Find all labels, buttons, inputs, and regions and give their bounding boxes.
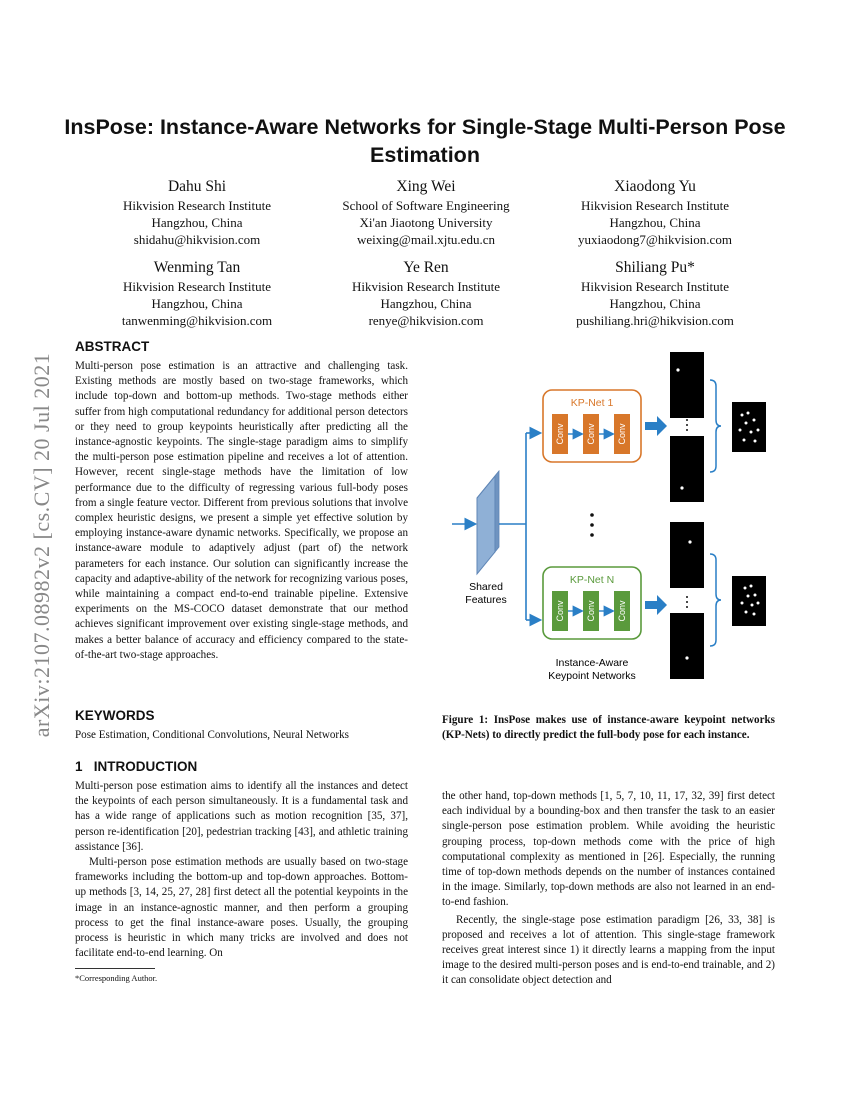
body-paragraph: Recently, the single-stage pose estimation paradigm [26, 33, 38] is proposed and receives a lot of attention. This single-stage framework receives great interest since 1) it directly learns a mapping from the input image to the desired multi-person poses and is end-to-end trainable, and 2) it can consolidate object detection and [442,913,775,987]
ellipsis-dot [590,533,594,537]
ellipsis-dot [686,606,688,608]
shared-features-label: Shared [469,581,503,593]
intro-section [75,758,408,961]
author-name: Shiliang Pu* [615,259,695,276]
keypoint-dot [685,656,688,659]
author-affiliation: Hikvision Research Institute [580,198,730,213]
author-name: Ye Ren [403,259,449,276]
instance-aware-label: Keypoint Networks [548,670,636,682]
author-email: weixing@mail.xjtu.edu.cn [357,232,495,247]
keypoint-dot [676,368,679,371]
conv-label: Conv [555,600,565,622]
arxiv-id: arXiv:2107.08982v2 [cs.CV] 20 Jul 2021 [29,352,54,738]
combined-heatmap [732,402,766,452]
author-location: Hangzhou, China [380,296,472,311]
author-affiliation: Hikvision Research Institute [580,279,730,294]
ellipsis-dot [686,596,688,598]
kp-net-1-label: KP-Net 1 [570,397,614,409]
shared-features-slab-side [495,471,499,552]
ellipsis-dot [686,429,688,431]
instance-aware-label: Instance-Aware [555,657,629,669]
kp-net-n-label: KP-Net N [569,574,615,586]
author-name: Xiaodong Yu [614,178,696,195]
keypoint-dot [688,540,691,543]
author-location: Hangzhou, China [151,215,243,230]
author-location: Hangzhou, China [609,215,701,230]
ellipsis-dot [590,513,594,517]
conv-label: Conv [617,423,627,445]
right-column [442,789,775,989]
author-affiliation: Hikvision Research Institute [351,279,501,294]
output-arrow [645,416,667,436]
arxiv-sidebar [22,300,62,790]
heatmap-tile [670,352,704,418]
author-block [301,258,551,329]
author-name: Wenming Tan [153,259,241,276]
body-paragraph: the other hand, top-down methods [1, 5, 7, 10, 11, 17, 32, 39] first detect each individual by a bounding-box and then transfer the task to an easier single-person pose estimation problem. While avoiding the heuristic grouping process, top-down methods come with the price of high computational complexity as mentioned in [26]. Especially, the running time of top-down methods depends on the number of instances contained in the image. Similarly, top-down methods are also not learned in an end-to-end fashion. [442,790,775,909]
author-block [72,258,322,329]
author-email: tanwenming@hikvision.com [121,313,273,328]
abstract-text: Multi-person pose estimation is an attractive and challenging task. Existing methods are mostly based on two-stage frameworks, which include top-down and bottom-up methods. Two-stage methods either suffer from high computational redundancy for additional person detectors or they need to group keypoints heuristically after predicting all the instance-agnostic keypoints. The single-stage paradigm aims to simplify the multi-person pose estimation pipeline and receives a lot of attention. However, recent single-stage methods have the limitation of low performance due to the difficulty of regressing various full-body poses from a single feature vector. Different from previous solutions that involve complex heuristic designs, we present a simple yet effective solution by employing instance-aware dynamic networks. Specifically, we propose an instance-aware module to adaptively adjust (part of) the network parameters for each instance. Our solution can significantly increase the capacity and adaptive-ability of the network for recognizing various poses, while maintaining a compact end-to-end trainable pipeline. Extensive experiments on the MS-COCO dataset demonstrate that our method achieves significant improvement over existing single-stage methods, and makes a better balance of accuracy and efficiency compared to the state-of-the-art two-stage approaches. [75,360,408,661]
author-location: Hangzhou, China [609,296,701,311]
author-block [530,258,780,329]
conv-label: Conv [555,423,565,445]
conv-label: Conv [586,600,596,622]
author-email: shidahu@hikvision.com [133,232,261,247]
heatmap-tile [670,613,704,679]
left-column [75,338,408,663]
author-name: Xing Wei [396,178,456,195]
author-affiliation: Hikvision Research Institute [122,279,272,294]
author-block [530,177,780,248]
author-email: yuxiaodong7@hikvision.com [578,232,732,247]
keywords-heading: KEYWORDS [75,708,155,723]
combined-heatmap [732,576,766,626]
paper-title: InsPose: Instance-Aware Networks for Single-Stage Multi-Person Pose Estimation [64,115,786,167]
ellipsis-dot [686,419,688,421]
conv-label: Conv [586,423,596,445]
heatmap-tile [670,522,704,588]
footnote-rule [75,968,155,969]
figure-caption: Figure 1: InsPose makes use of instance-aware keypoint networks (KP-Nets) to directly predict the full-body pose for each instance. [442,714,775,742]
keywords-text: Pose Estimation, Conditional Convolutions, Neural Networks [75,729,349,741]
merge-brace [710,380,721,472]
intro-heading: 1 INTRODUCTION [75,759,198,774]
author-location: Hangzhou, China [151,296,243,311]
author-email: renye@hikvision.com [368,313,484,328]
ellipsis-dot [686,424,688,426]
intro-paragraph: Multi-person pose estimation methods are usually based on two-stage frameworks including the bottom-up and top-down approaches. Bottom-up methods [3, 14, 25, 27, 28] first detect all the potential keypoints in the image in an instance-agnostic manner, and then perform a grouping process to get the final instance-aware poses. Usually, the grouping process is heuristic in which many tricks are involved and does not facilitate end-to-end learning. On [75,856,408,960]
keywords-section [75,707,408,743]
author-block [301,177,551,248]
ellipsis-dot [590,523,594,527]
author-location: Xi'an Jiaotong University [359,215,493,230]
keypoint-dot [680,486,683,489]
shared-features-slab [477,476,495,574]
heatmap-tile [670,436,704,502]
author-email: pushiliang.hri@hikvision.com [576,313,734,328]
ellipsis-dot [686,601,688,603]
abstract-heading: ABSTRACT [75,339,150,354]
author-affiliation: Hikvision Research Institute [122,198,272,213]
shared-features-label: Features [465,594,507,606]
author-block [72,177,322,248]
author-affiliation: School of Software Engineering [342,198,510,213]
footnote: *Corresponding Author. [75,973,158,983]
output-arrow [645,595,667,615]
merge-brace [710,554,721,646]
conv-label: Conv [617,600,627,622]
author-name: Dahu Shi [167,178,227,195]
intro-paragraph: Multi-person pose estimation aims to identify all the instances and detect the keypoints of each person simultaneously. It is a fundamental task and has a wide range of applications such as motion recognition [35, 37], person re-identification [20], pedestrian tracking [43], and athletic training assistance [36]. [75,780,408,853]
figure-1-diagram [442,340,782,710]
